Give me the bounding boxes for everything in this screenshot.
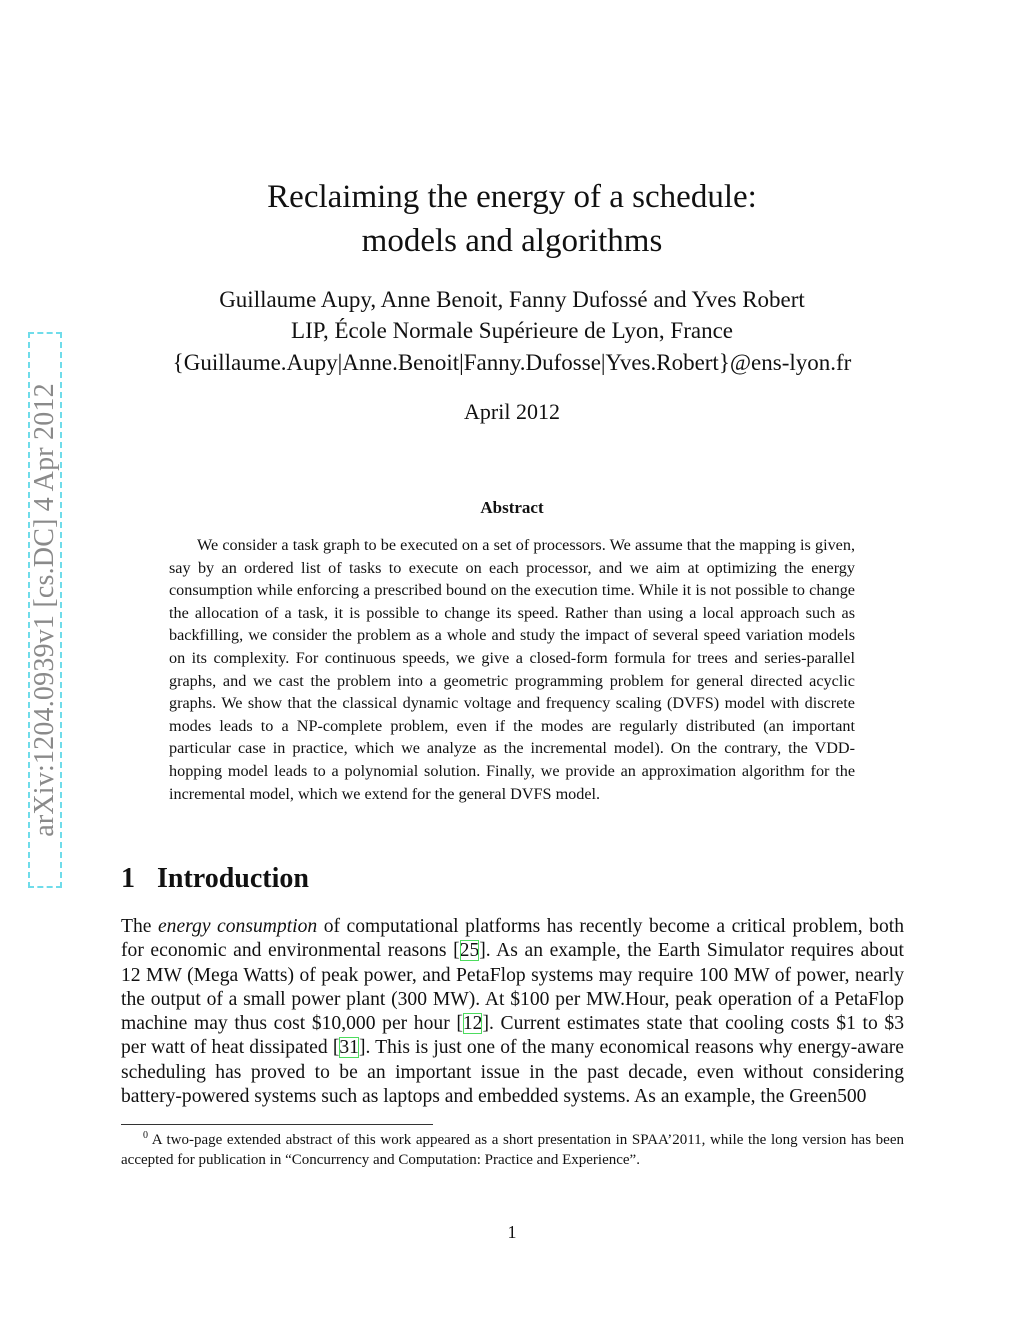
author-affiliation: LIP, École Normale Supérieure de Lyon, France xyxy=(291,318,733,343)
author-block xyxy=(0,284,1024,346)
intro-text-2: of computational platforms has recently become a critical problem, both for economic and environmental reasons [ xyxy=(121,916,904,962)
section-number: 1 xyxy=(121,863,135,894)
citation-link[interactable]: 12 xyxy=(462,1013,483,1035)
footnote-text: A two-page extended abstract of this work appeared as a short presentation in SPAA’2011, while the long version has been accepted for publication in “Concurrency and Computation: Practice and Experience”. xyxy=(121,1132,904,1168)
footnote-mark: 0 xyxy=(143,1130,148,1141)
arxiv-identifier: arXiv:1204.0939v1 [cs.DC] 4 Apr 2012 xyxy=(29,383,60,837)
citation-link[interactable]: 31 xyxy=(339,1037,359,1059)
footnote xyxy=(121,1126,904,1170)
intro-text-4: ]. Current estimates state that cooling costs $1 to $3 per watt of heat dissipated [ xyxy=(121,1013,904,1059)
intro-paragraph xyxy=(121,915,904,1109)
intro-text-5: ]. This is just one of the many economical reasons why energy-aware scheduling has proved to be an important issue in the past decade, even without considering battery-powered systems such as laptops and embedded systems. As an example, the Green500 xyxy=(121,1037,904,1108)
abstract-heading: Abstract xyxy=(480,498,544,517)
title-line-2: models and algorithms xyxy=(361,223,663,259)
paper-date: April 2012 xyxy=(464,399,560,424)
paper-title xyxy=(0,175,1024,263)
intro-text-3: ]. As an example, the Earth Simulator requires about 12 MW (Mega Watts) of peak power, and PetaFlop systems may require 100 MW of power, nearly the output of a small power plant (300 MW). At $100 per MW.Hour, peak operation of a PetaFlop machine may thus cost $10,000 per hour [ xyxy=(121,940,904,1035)
abstract-text: We consider a task graph to be executed on a set of processors. We assume that the mapping is given, say by an ordered list of tasks to execute on each processor, and we aim at optimizing the energy consumption while enforcing a prescribed bound on the execution time. While it is not possible to change the allocation of a task, it is possible to change its speed. Rather than using a local approach such as backfilling, we consider the problem as a whole and study the impact of several speed variation models on its complexity. For continuous speeds, we give a closed-form formula for trees and series-parallel graphs, and we cast the problem into a geometric programming problem for general directed acyclic graphs. We show that the classical dynamic voltage and frequency scaling (DVFS) model with discrete modes leads to a NP-complete problem, even if the modes are regularly distributed (an important particular case in practice, which we analyze as the incremental model). On the contrary, the VDD-hopping model leads to a polynomial solution. Finally, we provide an approximation algorithm for the incremental model, which we extend for the general DVFS model. xyxy=(169,536,855,803)
section-title: Introduction xyxy=(157,863,309,894)
citation-link[interactable]: 25 xyxy=(459,940,480,962)
author-emails: {Guillaume.Aupy|Anne.Benoit|Fanny.Dufosse|Yves.Robert}@ens-lyon.fr xyxy=(172,350,852,375)
page-number: 1 xyxy=(507,1222,517,1242)
title-line-1: Reclaiming the energy of a schedule: xyxy=(267,179,757,215)
section-heading xyxy=(121,863,309,895)
intro-emphasis: energy consumption xyxy=(157,916,318,937)
author-names: Guillaume Aupy, Anne Benoit, Fanny Dufossé and Yves Robert xyxy=(219,287,805,312)
intro-text-1: The xyxy=(121,916,158,937)
footnote-divider xyxy=(121,1124,433,1125)
